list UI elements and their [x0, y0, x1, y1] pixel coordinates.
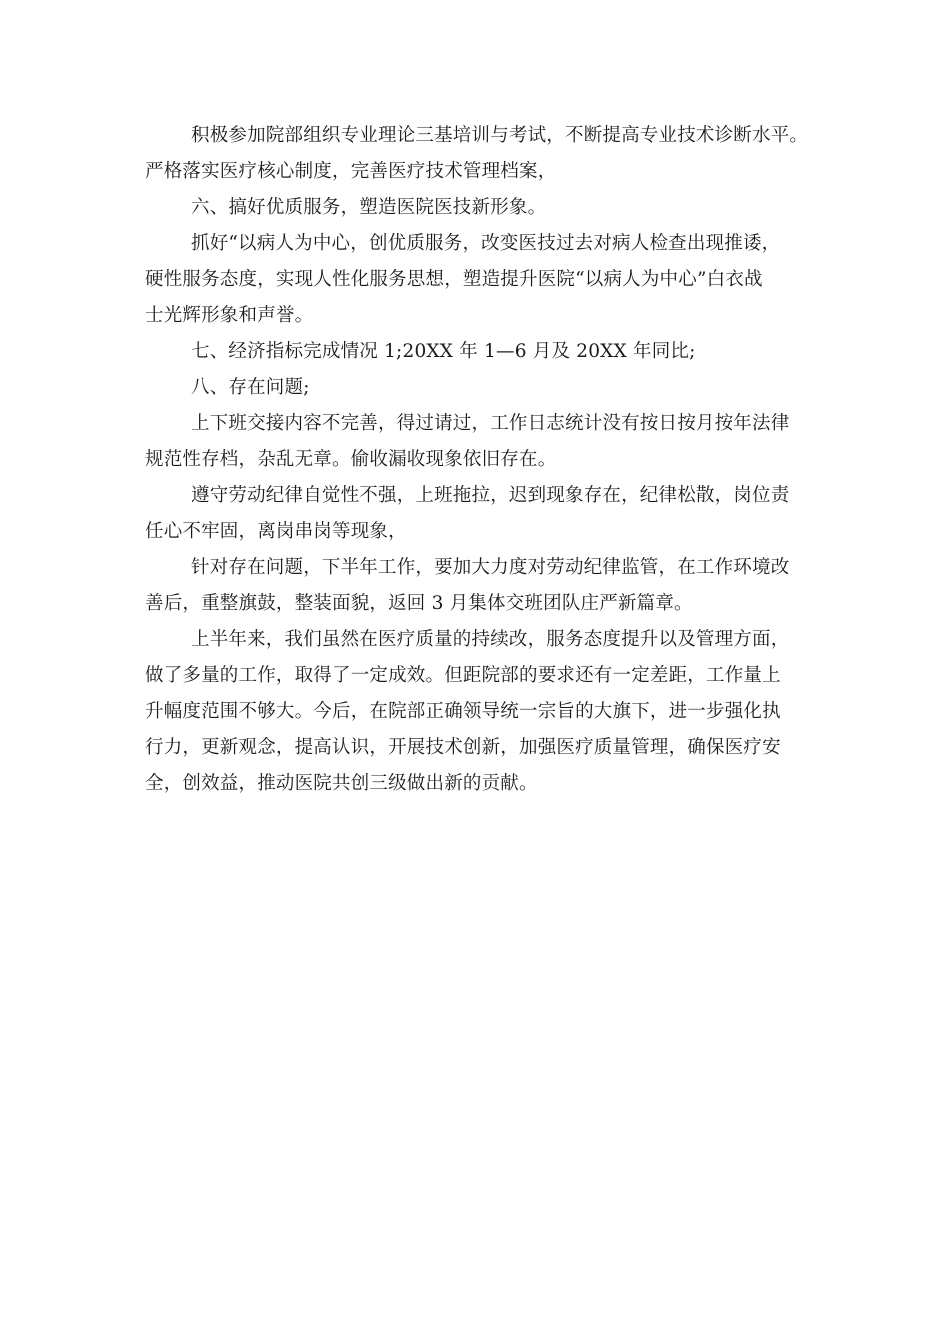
- text-line: 上下班交接内容不完善，得过请过，工作日志统计没有按日按月按年法律: [191, 413, 790, 434]
- text-line: 行力，更新观念，提高认识，开展技术创新，加强医疗质量管理，确保医疗安: [145, 737, 781, 758]
- text-line: 善后，重整旗鼓，整装面貌，返回 3 月集体交班团队庄严新篇章。: [145, 593, 693, 614]
- text-line: 做了多量的工作，取得了一定成效。但距院部的要求还有一定差距，工作量上: [145, 665, 781, 686]
- text-line: 上半年来，我们虽然在医疗质量的持续改，服务态度提升以及管理方面，: [191, 629, 790, 650]
- text-line: 硬性服务态度，实现人性化服务思想，塑造提升医院“以病人为中心”白衣战: [145, 269, 763, 290]
- section-heading: 六、搞好优质服务，塑造医院医技新形象。: [191, 197, 547, 218]
- section-heading: 八、存在问题;: [191, 377, 310, 398]
- text-line: 积极参加院部组织专业理论三基培训与考试，不断提高专业技术诊断水平。: [191, 125, 809, 146]
- text-line: 针对存在问题，下半年工作，要加大力度对劳动纪律监管，在工作环境改: [191, 557, 790, 578]
- text-line: 抓好“以病人为中心，创优质服务，改变医技过去对病人检查出现推诿，: [191, 233, 781, 254]
- text-line: 严格落实医疗核心制度，完善医疗技术管理档案，: [145, 161, 557, 182]
- text-line: 任心不牢固，离岗串岗等现象，: [145, 521, 407, 542]
- text-line: 全，创效益，推动医院共创三级做出新的贡献。: [145, 773, 538, 794]
- text-line: 遵守劳动纪律自觉性不强，上班拖拉，迟到现象存在，纪律松散，岗位责: [191, 485, 790, 506]
- section-heading: 七、经济指标完成情况 1;20XX 年 1—6 月及 20XX 年同比;: [191, 341, 696, 362]
- text-line: 规范性存档，杂乱无章。偷收漏收现象依旧存在。: [145, 449, 557, 470]
- text-line: 士光辉形象和声誉。: [145, 305, 314, 326]
- document-body: [145, 118, 815, 802]
- text-line: 升幅度范围不够大。今后，在院部正确领导统一宗旨的大旗下，进一步强化执: [145, 701, 781, 722]
